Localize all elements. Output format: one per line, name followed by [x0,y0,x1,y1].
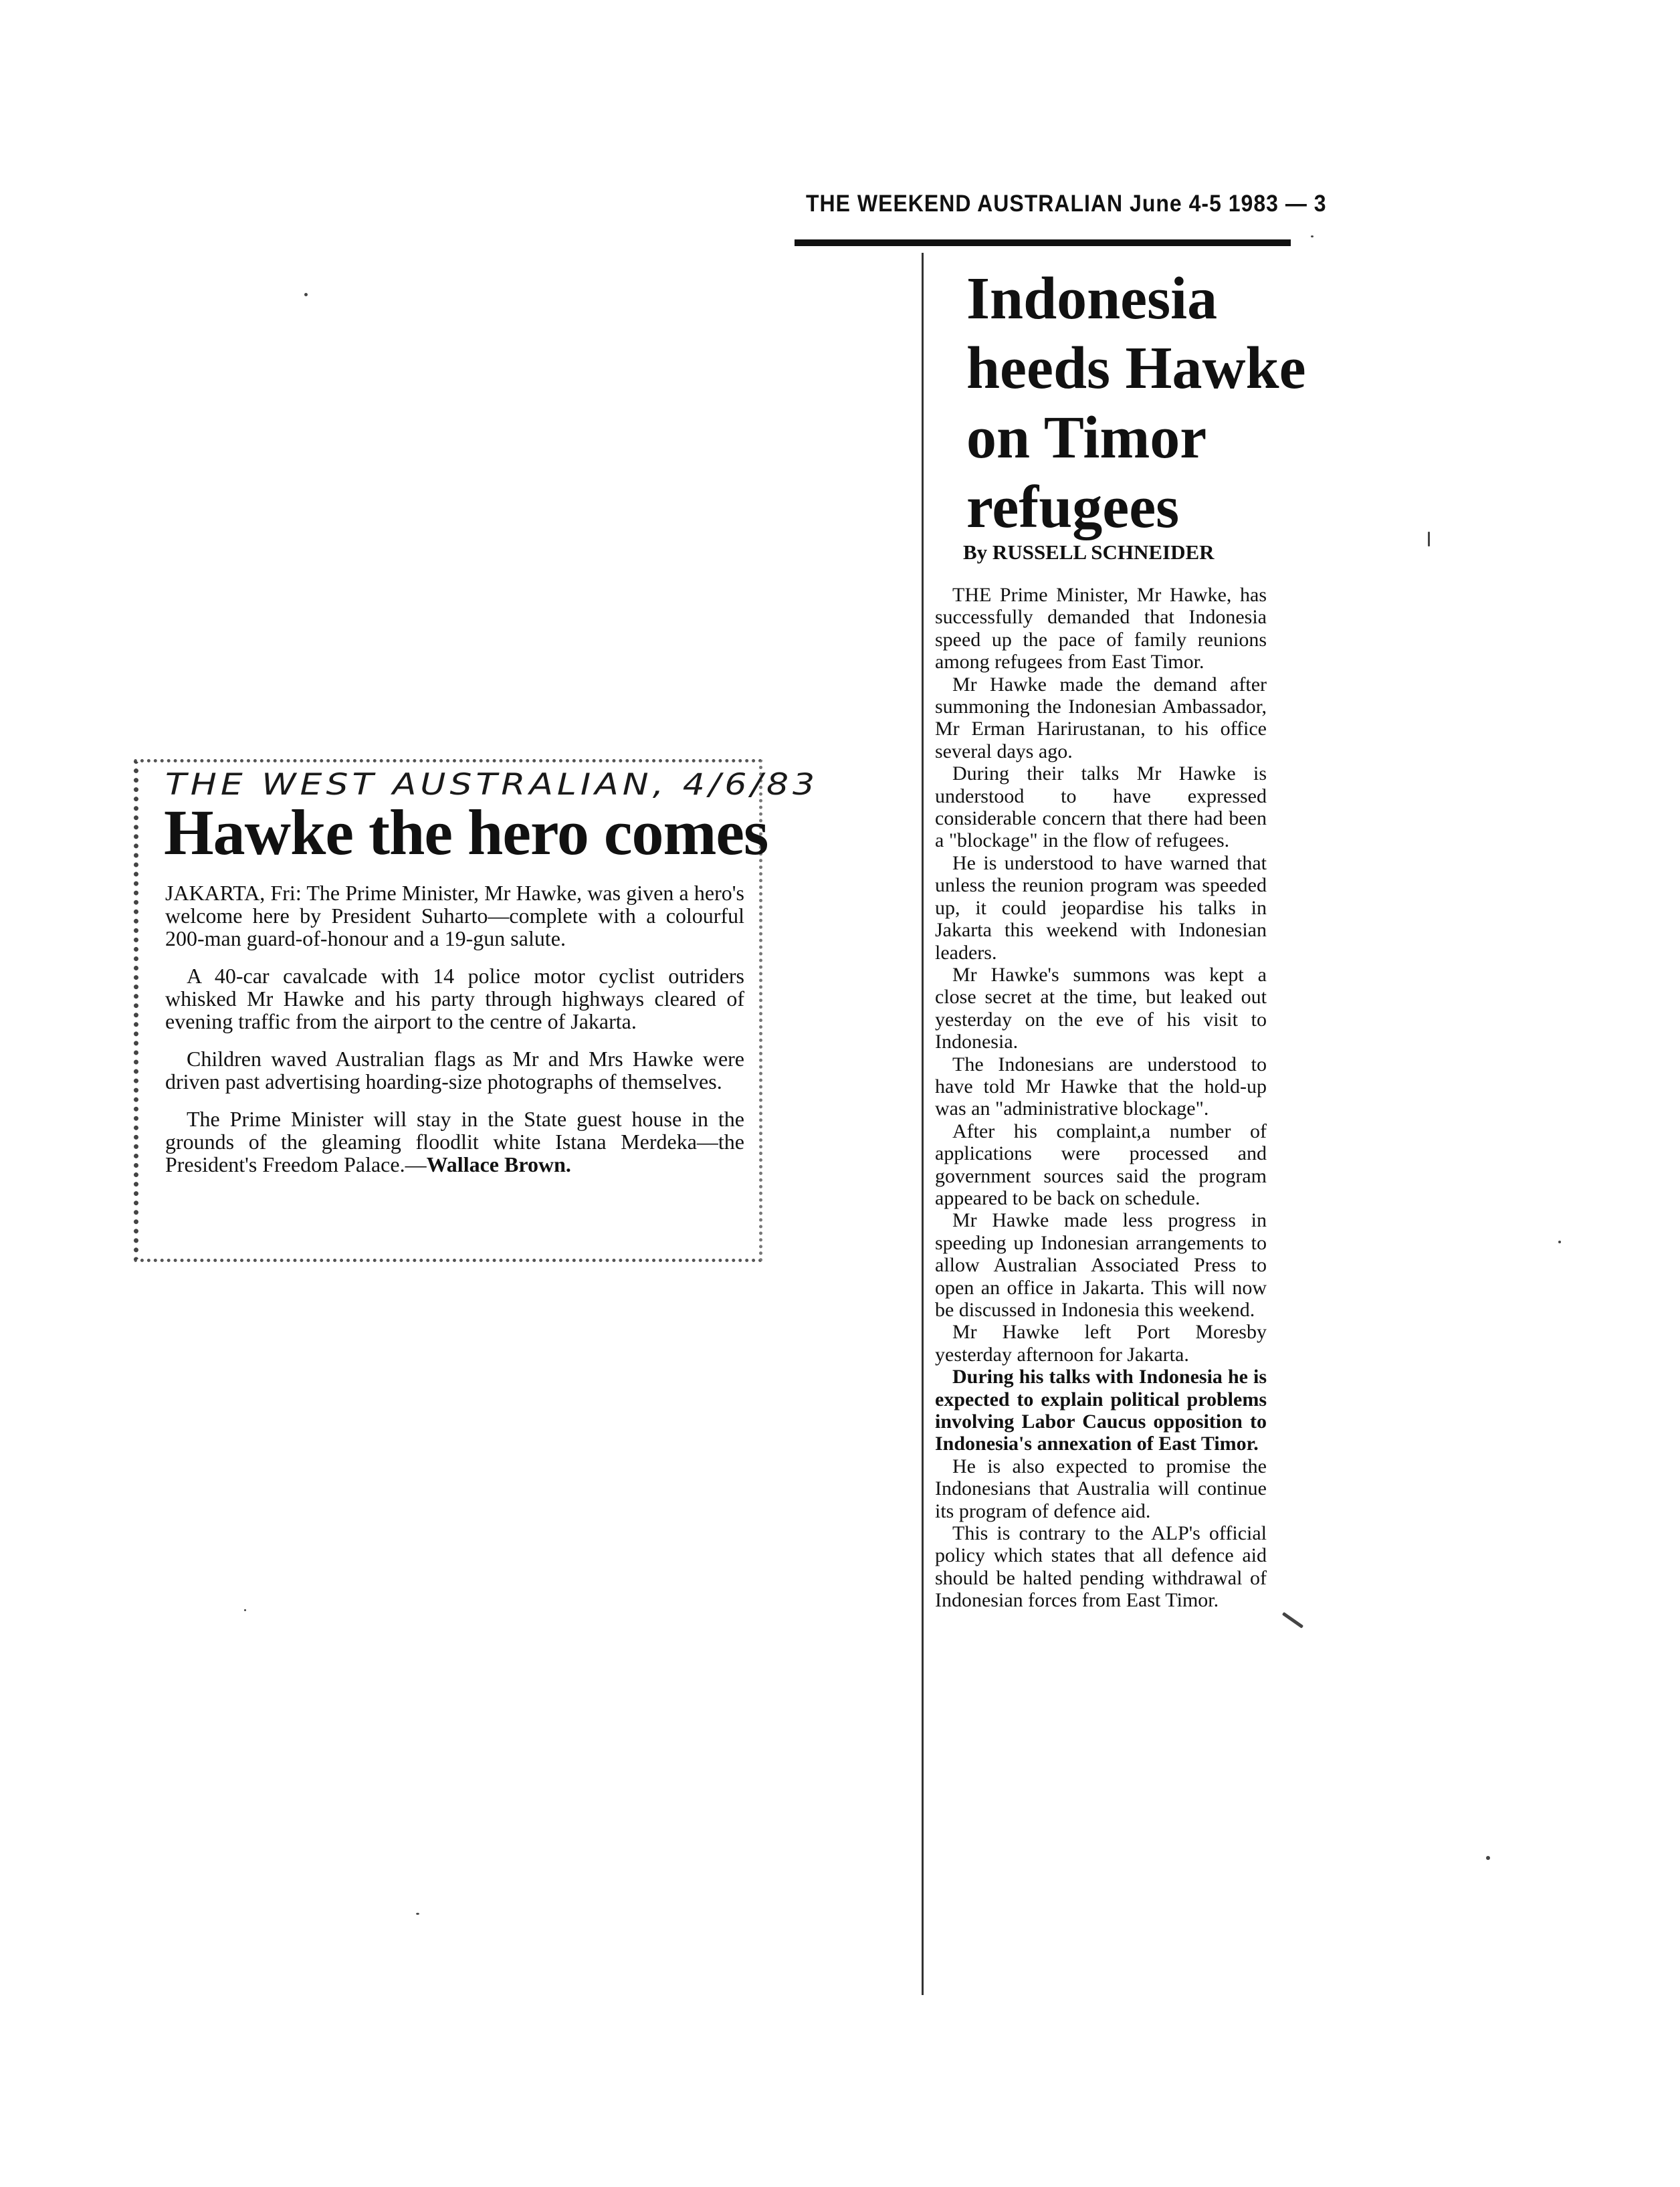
right-paragraph: The Indonesians are understood to have told Mr Hawke that the hold-up was an "administrative blockage". [935,1053,1267,1120]
scan-speck [416,1913,419,1915]
right-paragraph: After his complaint,a number of applications were processed and government sources said the program appeared to be back on schedule. [935,1120,1267,1209]
right-article-body [935,584,1267,1612]
left-paragraph: A 40-car cavalcade with 14 police motor cyclist outriders whisked Mr Hawke and his party through highways cleared of evening traffic from the airport to the centre of Jakarta. [165,964,744,1033]
right-paragraph: During his talks with Indonesia he is expected to explain political problems involving Labor Caucus opposition to Indonesia's annexation of East Timor. [935,1366,1267,1455]
masthead: THE WEEKEND AUSTRALIAN June 4-5 1983 — 3 [806,190,1327,217]
right-paragraph: Mr Hawke made less progress in speeding up Indonesian arrangements to allow Australian Associated Press to open an office in Jakarta. This will now be discussed in Indonesia this weekend. [935,1209,1267,1321]
right-byline: By RUSSELL SCHNEIDER [963,540,1215,564]
right-paragraph: Mr Hawke's summons was kept a close secret at the time, but leaked out yesterday on the eve of his visit to Indonesia. [935,963,1267,1053]
right-paragraph: This is contrary to the ALP's official policy which states that all defence aid should be halted pending withdrawal of Indonesian forces from East Timor. [935,1522,1267,1612]
right-paragraph: Mr Hawke left Port Moresby yesterday afternoon for Jakarta. [935,1321,1267,1366]
scan-speck [1558,1241,1561,1243]
left-article-body [165,881,744,1190]
left-headline: Hawke the hero comes [164,797,768,868]
left-byline: Wallace Brown. [426,1152,571,1176]
right-paragraph: Mr Hawke made the demand after summoning the Indonesian Ambassador, Mr Erman Harirustanan, to his office several days ago. [935,673,1267,762]
right-paragraph: He is also expected to promise the Indonesians that Australia will continue its program of defence aid. [935,1455,1267,1522]
masthead-rule [795,239,1291,246]
left-paragraph-last [165,1108,744,1176]
scan-speck [1486,1856,1490,1860]
left-paragraph: Children waved Australian flags as Mr and Mrs Hawke were driven past advertising hoarding-size photographs of themselves. [165,1047,744,1094]
right-paragraph: THE Prime Minister, Mr Hawke, has successfully demanded that Indonesia speed up the pace of family reunions among refugees from East Timor. [935,584,1267,673]
column-rule [922,253,924,1995]
left-paragraph: JAKARTA, Fri: The Prime Minister, Mr Hawke, was given a hero's welcome here by President Suharto—complete with a colourful 200-man guard-of-honour and a 19-gun salute. [165,881,744,950]
right-headline: Indonesia heeds Hawke on Timor refugees [966,266,1306,540]
left-paragraph-text: The Prime Minister will stay in the State guest house in the grounds of the gleaming floodlit white Istana Merdeka—the President's Freedom Palace.— [165,1107,744,1176]
right-paragraph: During their talks Mr Hawke is understood to have expressed considerable concern that there had been a "blockage" in the flow of refugees. [935,762,1267,852]
handwritten-source-note: THE WEST AUSTRALIAN, 4/6/83 [165,768,819,802]
scan-speck [1282,1612,1303,1629]
scan-speck [1311,235,1314,237]
scan-speck [304,293,308,296]
scan-speck [1428,532,1430,546]
west-australian-clipping [134,759,819,1262]
scan-speck [244,1609,246,1611]
right-paragraph: He is understood to have warned that unless the reunion program was speeded up, it could jeopardise his talks in Jakarta this weekend with Indonesian leaders. [935,851,1267,964]
